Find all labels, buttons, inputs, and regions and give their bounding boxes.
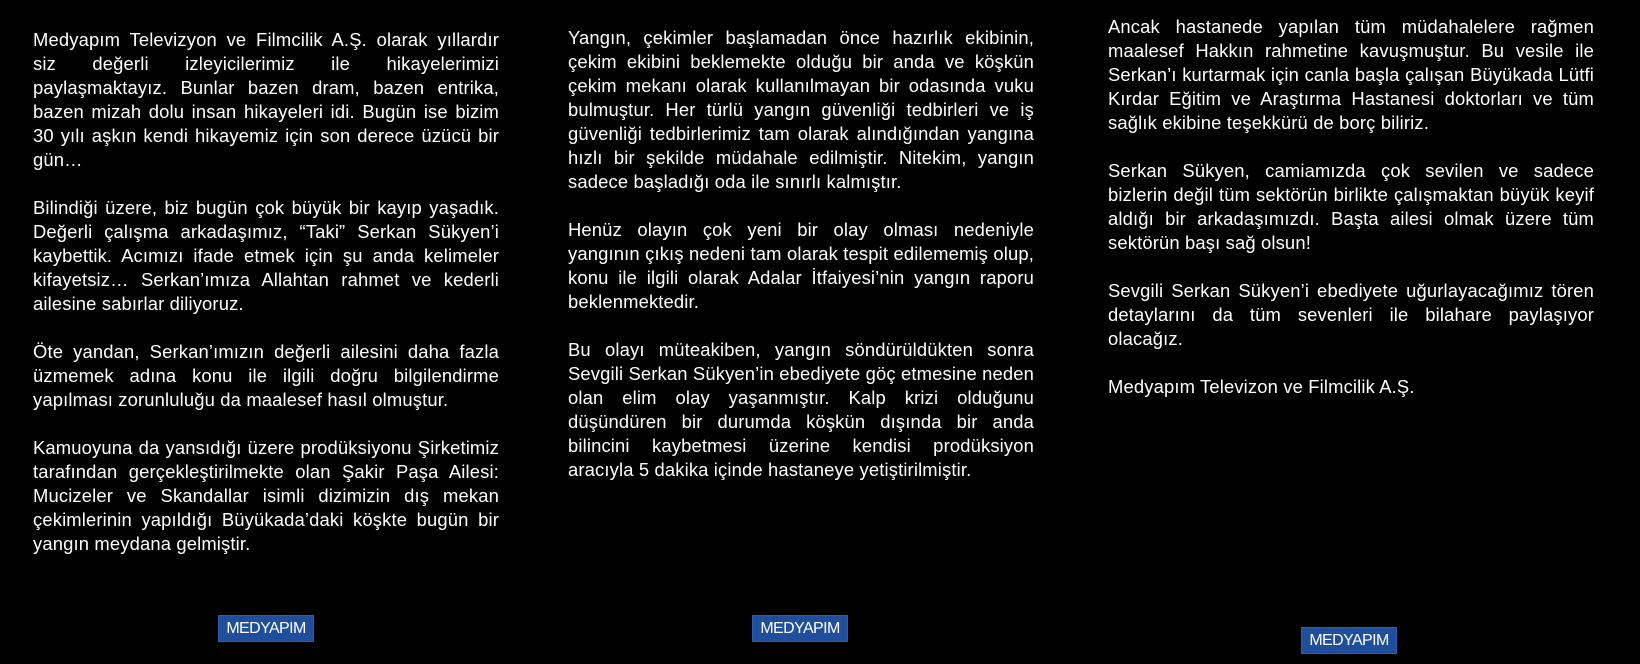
- paragraph: Medyapım Televizyon ve Filmcilik A.Ş. olarak yıllardır siz değerli izleyicilerimiz ile hikayelerimizi paylaşmaktayız. Bunlar bazen dram, bazen entrika, bazen mizah dolu insan hikayeleri idi. Bugün ise bizim 30 yılı aşkın kendi hikayemiz için son derece üzücü bir gün…: [33, 29, 499, 170]
- statement-page-1: [0, 0, 533, 664]
- paragraph: Sevgili Serkan Sükyen’i ebediyete uğurlayacağımız tören detaylarını da tüm sevenleri ile bilahare paylaşıyor olacağız.: [1108, 280, 1594, 349]
- paragraph: Henüz olayın çok yeni bir olay olması nedeniyle yangının çıkış nedeni tam olarak tespit edilememiş olup, konu ile ilgili olarak Adalar İtfaiyesi’nin yangın raporu beklenmektedir.: [568, 219, 1034, 312]
- paragraph: Kamuoyuna da yansıdığı üzere prodüksiyonu Şirketimiz tarafından gerçekleştirilmekte olan Şakir Paşa Ailesi: Mucizeler ve Skandallar isimli dizimizin dış mekan çekimlerinin yapıldığı Büyükada’daki köşkte bugün bir yangın meydana gelmiştir.: [33, 437, 499, 554]
- paragraph: Bu olayı müteakiben, yangın söndürüldükten sonra Sevgili Serkan Sükyen’in ebediyete göç etmesine neden olan elim olay yaşanmıştır. Kalp krizi olduğunu düşündüren bir durumda köşkün dışında bir anda bilincini kaybetmesi üzerine kendisi prodüksiyon aracıyla 5 dakika içinde hastaneye yetiştirilmiştir.: [568, 339, 1034, 480]
- medyapim-logo: MEDYAPIM: [752, 615, 848, 642]
- statement-page-2: [533, 0, 1085, 664]
- statement-text-1: [33, 28, 499, 556]
- signature-line: Medyapım Televizon ve Filmcilik A.Ş.: [1108, 376, 1415, 397]
- statement-page-3: [1085, 0, 1640, 664]
- statement-text-2: [568, 26, 1034, 482]
- medyapim-logo: MEDYAPIM: [218, 615, 314, 642]
- paragraph: Serkan Sükyen, camiamızda çok sevilen ve sadece bizlerin değil tüm sektörün birlikte çalışmaktan büyük keyif aldığı bir arkadaşımızdı. Başta ailesi olmak üzere tüm sektörün başı sağ olsun!: [1108, 160, 1594, 253]
- medyapim-logo: MEDYAPIM: [1301, 627, 1397, 654]
- paragraph: Bilindiği üzere, biz bugün çok büyük bir kayıp yaşadık. Değerli çalışma arkadaşımız, “Taki” Serkan Sükyen’i kaybettik. Acımızı ifade etmek için şu anda kelimeler kifayetsiz… Serkan’ımıza Allahtan rahmet ve kederli ailesine sabırlar diliyoruz.: [33, 197, 499, 314]
- paragraph: Öte yandan, Serkan’ımızın değerli ailesini daha fazla üzmemek adına konu ile ilgili doğru bilgilendirme yapılması zorunluluğu da maalesef hasıl olmuştur.: [33, 341, 499, 410]
- paragraph: Ancak hastanede yapılan tüm müdahalelere rağmen maalesef Hakkın rahmetine kavuşmuştur. Bu vesile ile Serkan’ı kurtarmak için canla başla çalışan Büyükada Lütfi Kırdar Eğitim ve Araştırma Hastanesi doktorları ve tüm sağlık ekibine teşekkürü de borç biliriz.: [1108, 16, 1594, 133]
- statement-text-3: [1108, 15, 1594, 399]
- paragraph: Yangın, çekimler başlamadan önce hazırlık ekibinin, çekim ekibini beklemekte olduğu bir anda ve köşkün çekim mekanı olarak kullanılmayan bir odasında vuku bulmuştur. Her türlü yangın güvenliği tedbirleri ve iş güvenliği tedbirlerimiz tam olarak alındığından yangına hızlı bir şekilde müdahale edilmiştir. Nitekim, yangın sadece başladığı oda ile sınırlı kalmıştır.: [568, 27, 1034, 192]
